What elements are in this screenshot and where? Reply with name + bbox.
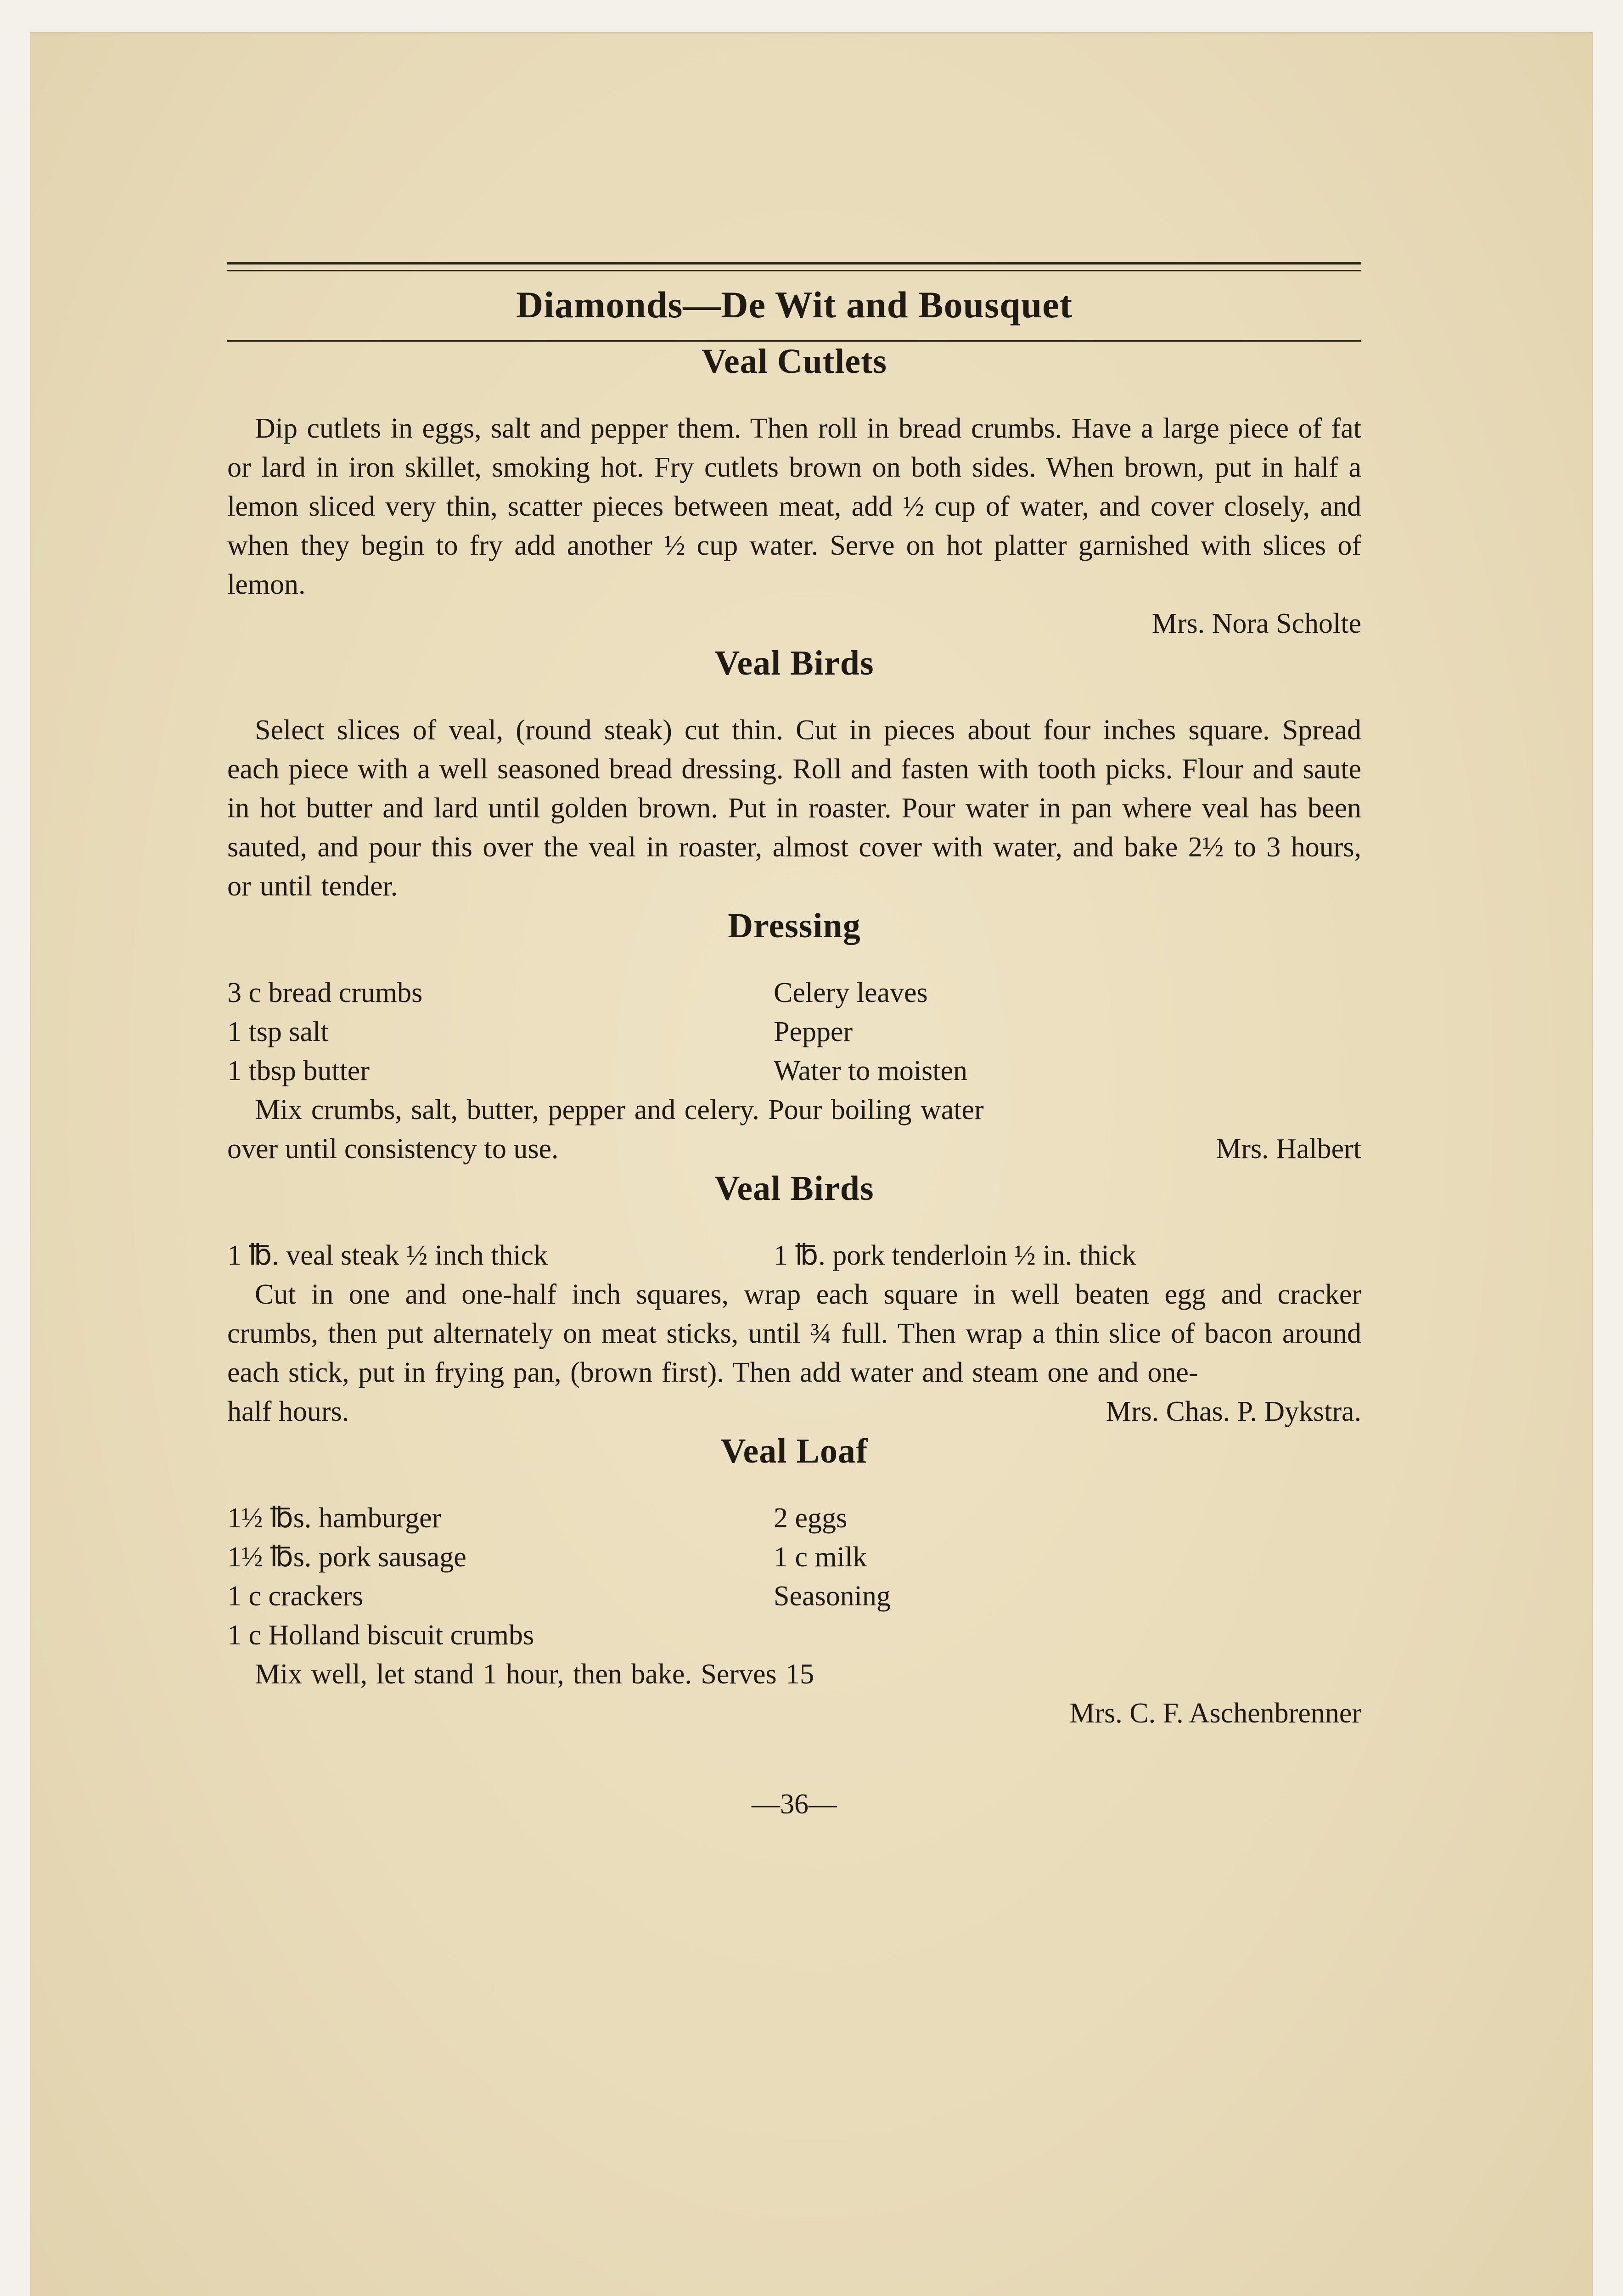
recipe-veal-cutlets — [227, 342, 1361, 643]
ingredient: 1½ ℔s. pork sausage — [227, 1542, 466, 1573]
recipe-title: Veal Cutlets — [702, 342, 887, 381]
ingredient: 1 ℔. veal steak ½ inch thick — [227, 1240, 548, 1271]
ingredient: Pepper — [774, 1016, 853, 1047]
recipe-paragraph: Select slices of veal, (round steak) cut thin. Cut in pieces about four inches square. Spread each piece with a well seasoned bread dressing. Roll and fasten with tooth picks. Flour and saute in hot butter and lard until golden brown. Put in roaster. Pour water in pan where veal has been sauted, and pour this over the veal in roaster, almost cover with water, and bake 2½ to 3 hours, or until tender. — [227, 715, 1361, 902]
ingredient-list — [227, 1499, 1361, 1655]
recipe-title: Dressing — [728, 906, 861, 945]
recipe-title: Veal Loaf — [720, 1432, 868, 1470]
page-content — [227, 262, 1361, 1821]
ingredient: Celery leaves — [774, 977, 928, 1008]
ingredient: 1 c Holland biscuit crumbs — [227, 1620, 534, 1651]
recipe-title: Veal Birds — [714, 1169, 874, 1208]
ingredient-list — [227, 974, 1361, 1091]
recipe-veal-birds — [227, 643, 1361, 906]
ingredient: 1 tsp salt — [227, 1016, 329, 1047]
ingredient: 1 c crackers — [227, 1581, 364, 1612]
ingredient: 2 eggs — [774, 1503, 848, 1534]
ingredient: Seasoning — [774, 1581, 891, 1612]
instructions-end: half hours. — [227, 1396, 349, 1427]
ingredient: 1 ℔. pork tenderloin ½ in. thick — [774, 1240, 1136, 1271]
header-rule-top — [227, 262, 1361, 264]
recipe-veal-birds-2 — [227, 1169, 1361, 1431]
ingredient: 1 tbsp butter — [227, 1055, 370, 1086]
book-page — [30, 32, 1593, 2296]
ingredient: 3 c bread crumbs — [227, 977, 423, 1008]
recipe-instructions: Mix well, let stand 1 hour, then bake. Serves 15 — [255, 1659, 814, 1690]
recipe-instructions: Cut in one and one-half inch squares, wrap each square in well beaten egg and cracker crumbs, then put alternately on meat sticks, until ¾ full. Then wrap a thin slice of bacon around each stick, put in frying pan, (brown first). Then add water and steam one and one- — [227, 1279, 1361, 1388]
recipe-credit: Mrs. C. F. Aschenbrenner — [1069, 1698, 1361, 1729]
recipe-dressing — [227, 906, 1361, 1169]
recipe-veal-loaf — [227, 1431, 1361, 1733]
recipe-paragraph: Dip cutlets in eggs, salt and pepper them. Then roll in bread crumbs. Have a large piece of fat or lard in iron skillet, smoking hot. Fry cutlets brown on both sides. When brown, put in half a lemon sliced very thin, scatter pieces between meat, add ½ cup of water, and cover closely, and when they begin to fry add another ½ cup water. Serve on hot platter garnished with slices of lemon. — [227, 413, 1361, 600]
ingredient: Water to moisten — [774, 1055, 968, 1086]
ingredient-list — [227, 1236, 1361, 1275]
instructions-last-line — [227, 1392, 1361, 1431]
instructions-end: over until consistency to use. — [227, 1133, 559, 1165]
recipe-credit: Mrs. Halbert — [1216, 1133, 1361, 1165]
ingredient: 1½ ℔s. hamburger — [227, 1503, 442, 1534]
recipe-credit: Mrs. Nora Scholte — [1151, 608, 1361, 639]
page-header: Diamonds—De Wit and Bousquet — [516, 284, 1073, 326]
page-number: —36— — [752, 1789, 837, 1820]
ingredient: 1 c milk — [774, 1542, 867, 1573]
instructions-last-line — [227, 1130, 1361, 1169]
recipe-instructions: Mix crumbs, salt, butter, pepper and celery. Pour boiling water — [255, 1094, 984, 1125]
recipe-credit: Mrs. Chas. P. Dykstra. — [1106, 1396, 1361, 1427]
ingredient — [774, 1616, 1361, 1655]
recipe-title: Veal Birds — [714, 644, 874, 682]
